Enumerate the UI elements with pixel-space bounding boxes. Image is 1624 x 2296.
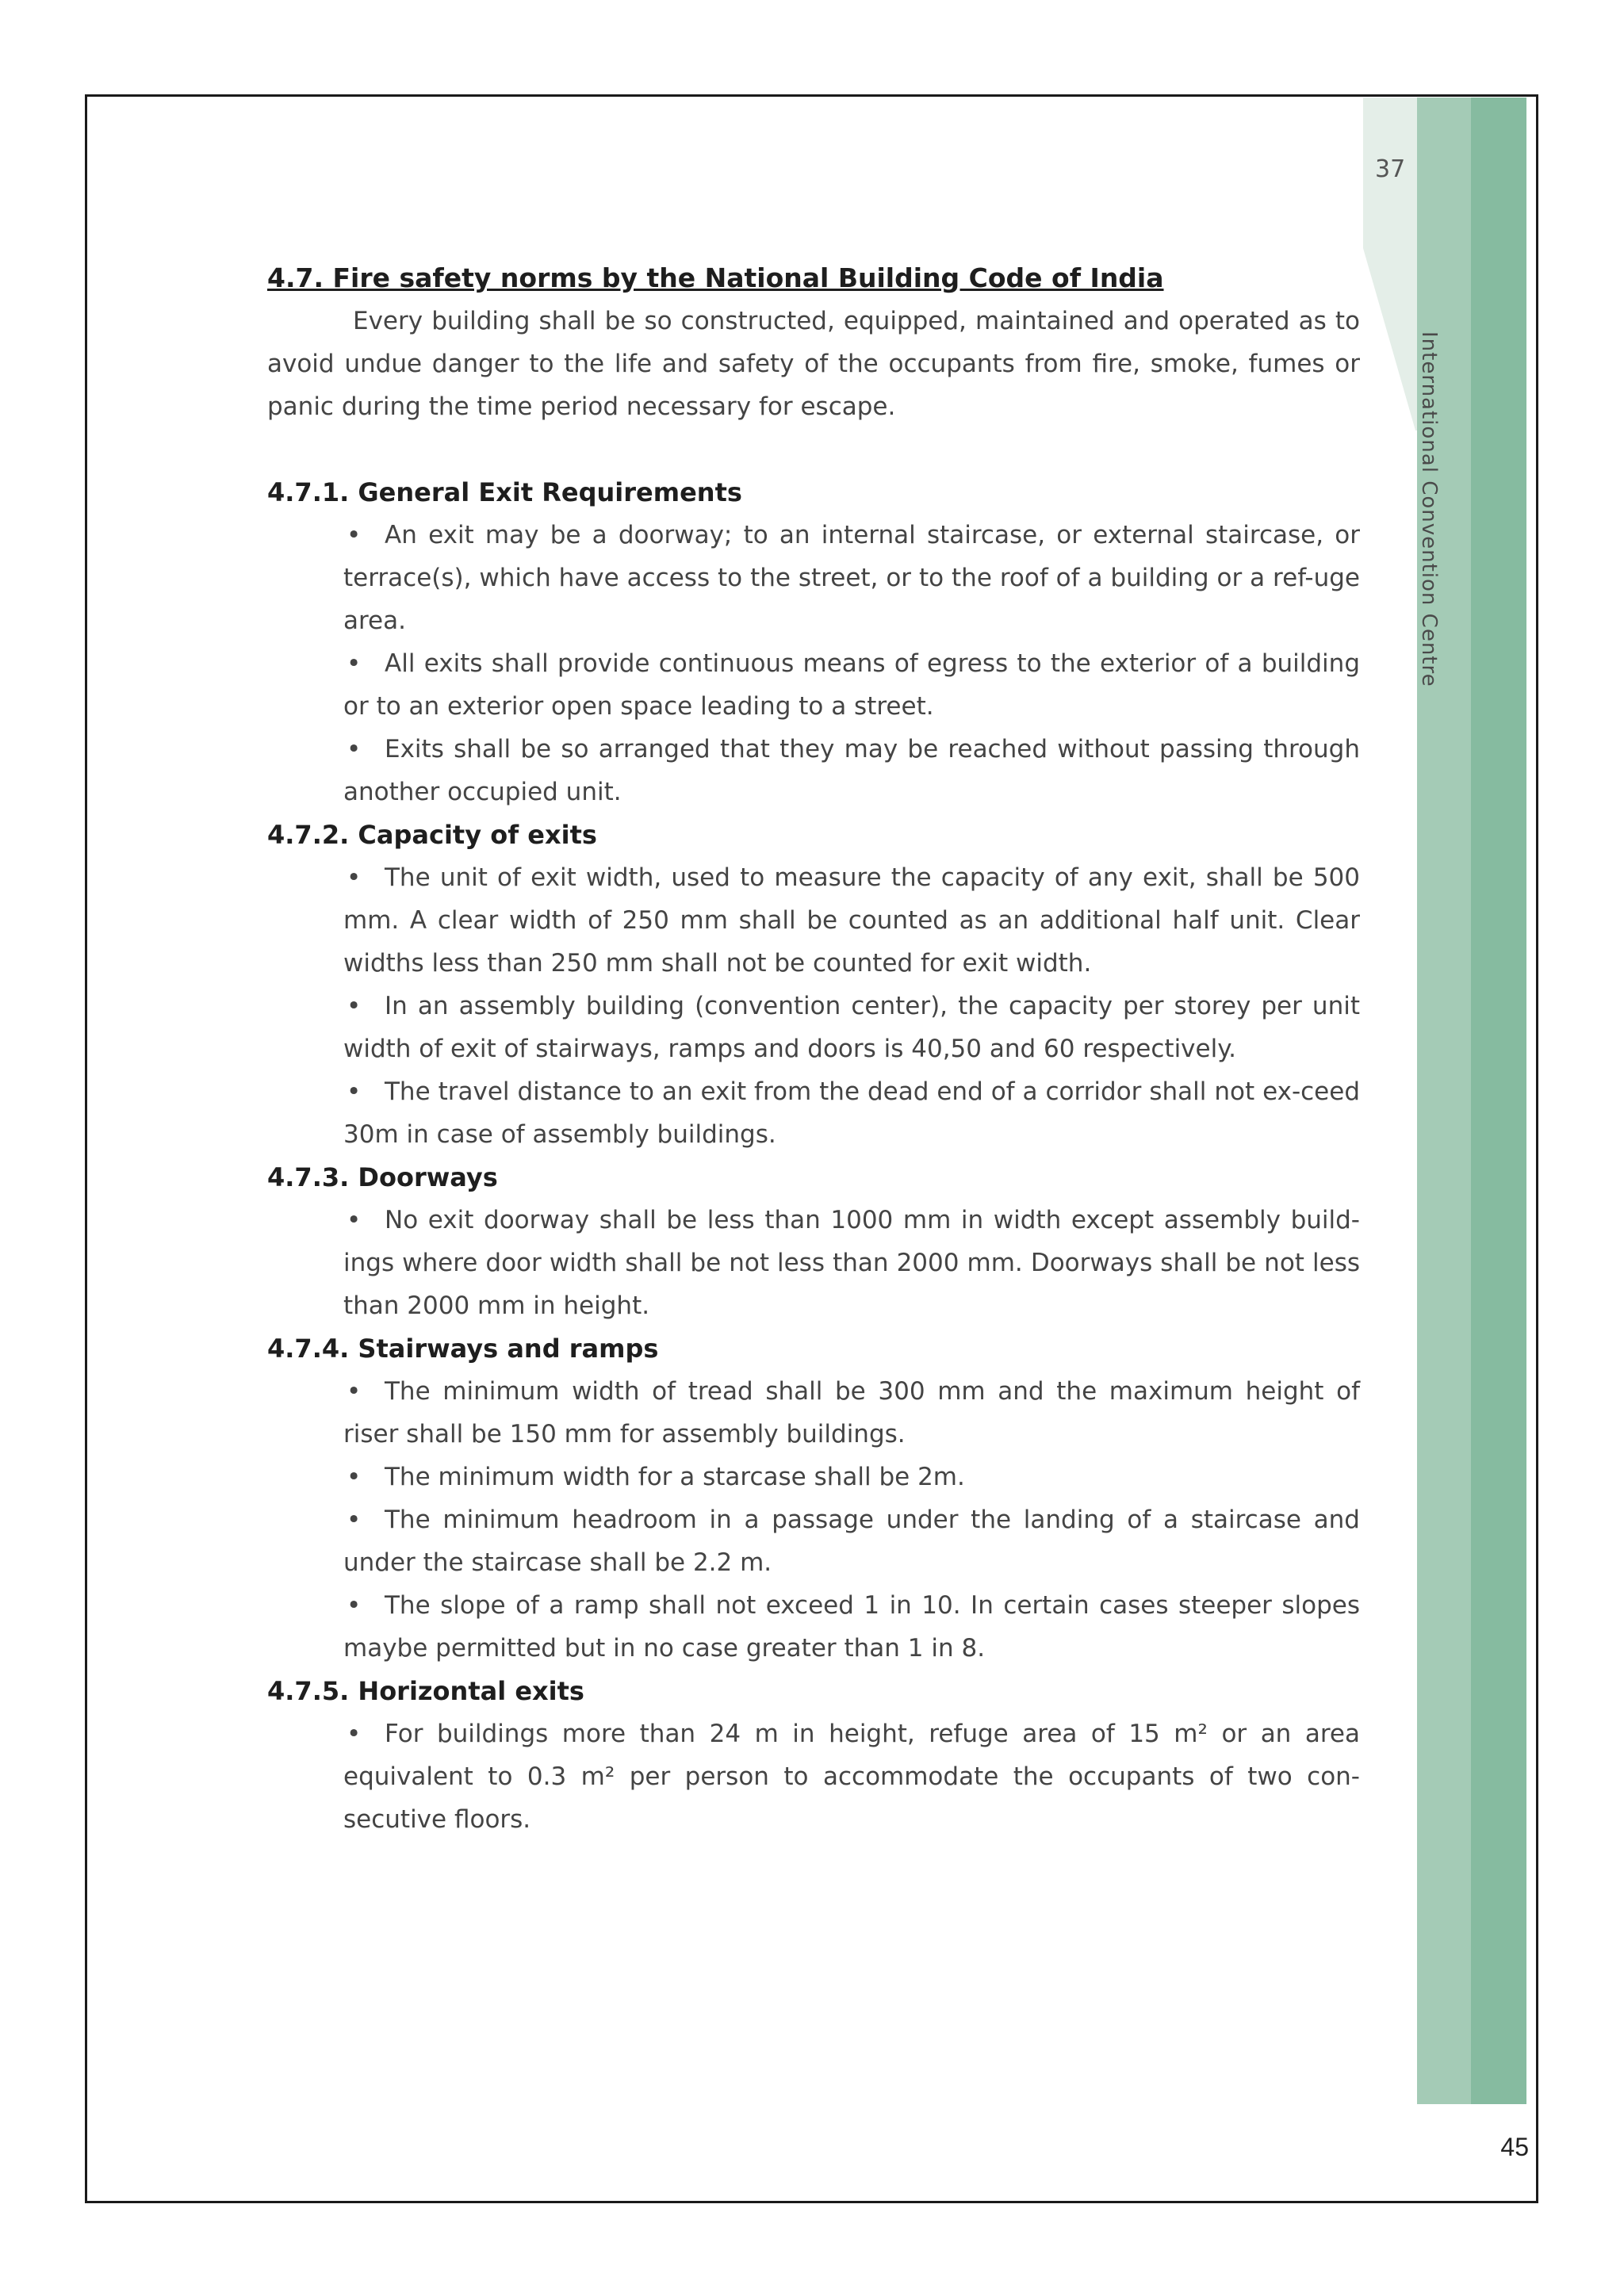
section-title: 4.7. Fire safety norms by the National Building Code of India bbox=[267, 262, 1164, 293]
bullet-item bbox=[343, 856, 1360, 985]
bullet-item bbox=[343, 642, 1360, 728]
bullet-list bbox=[267, 856, 1360, 1156]
bullet-item bbox=[343, 1712, 1360, 1841]
bullet-dot-icon: • bbox=[347, 1591, 362, 1620]
document-body bbox=[267, 257, 1360, 1841]
bullet-item bbox=[343, 1456, 1360, 1498]
bullet-text: The unit of exit width, used to measure the capacity of any exit, shall be 500 mm. A clear width of 250 mm shall be counted as an additional half unit. Clear widths less than 250 mm shall not be counted for exit width. bbox=[343, 863, 1360, 978]
bullet-item bbox=[343, 1070, 1360, 1156]
bullet-dot-icon: • bbox=[347, 1206, 362, 1234]
bullet-text: The minimum headroom in a passage under the landing of a staircase and under the staircase shall be 2.2 m. bbox=[343, 1506, 1360, 1577]
bullet-item bbox=[343, 1199, 1360, 1327]
bullet-dot-icon: • bbox=[347, 992, 362, 1020]
bullet-dot-icon: • bbox=[347, 1077, 362, 1106]
subsection-heading: 4.7.2. Capacity of exits bbox=[267, 820, 597, 850]
bullet-text: All exits shall provide continuous means of egress to the exterior of a building or to an exterior open space leading to a street. bbox=[343, 649, 1360, 721]
bullet-dot-icon: • bbox=[347, 521, 362, 549]
bullet-list bbox=[267, 1370, 1360, 1670]
subsection-heading: 4.7.3. Doorways bbox=[267, 1162, 498, 1192]
bullet-list bbox=[267, 1199, 1360, 1327]
bullet-item bbox=[343, 514, 1360, 642]
side-tab-label: International Convention Centre bbox=[1417, 331, 1441, 687]
bullet-dot-icon: • bbox=[347, 1463, 362, 1491]
pdf-page-number: 45 bbox=[1500, 2133, 1529, 2161]
bullet-text: An exit may be a doorway; to an internal staircase, or external staircase, or terrace(s), which have access to the street, or to the roof of a building or a ref-uge area. bbox=[343, 521, 1360, 635]
bullet-dot-icon: • bbox=[347, 863, 362, 892]
bullet-text: No exit doorway shall be less than 1000 mm in width except assembly build-ings where door width shall be not less than 2000 mm. Doorways shall be not less than 2000 mm in height. bbox=[343, 1206, 1360, 1320]
bullet-text: Exits shall be so arranged that they may be reached without passing through another occupied unit. bbox=[343, 735, 1360, 806]
bullet-list bbox=[267, 514, 1360, 813]
sections-container bbox=[267, 471, 1360, 1841]
subsection-heading: 4.7.4. Stairways and ramps bbox=[267, 1334, 659, 1364]
bullet-dot-icon: • bbox=[347, 1720, 362, 1748]
side-tab-dark bbox=[1471, 98, 1526, 2104]
book-page-number: 37 bbox=[1375, 155, 1406, 183]
bullet-item bbox=[343, 728, 1360, 813]
side-tab-notch bbox=[1363, 98, 1417, 430]
bullet-text: For buildings more than 24 m in height, refuge area of 15 m² or an area equivalent to 0.3 m² per person to accommodate the occupants of two con-secutive floors. bbox=[343, 1720, 1360, 1834]
bullet-item bbox=[343, 1584, 1360, 1670]
bullet-text: The travel distance to an exit from the dead end of a corridor shall not ex-ceed 30m in case of assembly buildings. bbox=[343, 1077, 1360, 1149]
bullet-dot-icon: • bbox=[347, 1506, 362, 1534]
bullet-item bbox=[343, 1370, 1360, 1456]
bullet-dot-icon: • bbox=[347, 649, 362, 678]
subsection-heading: 4.7.5. Horizontal exits bbox=[267, 1676, 584, 1706]
bullet-item bbox=[343, 1498, 1360, 1584]
bullet-dot-icon: • bbox=[347, 1377, 362, 1406]
bullet-text: The minimum width of tread shall be 300 mm and the maximum height of riser shall be 150 mm for assembly buildings. bbox=[343, 1377, 1360, 1448]
intro-paragraph: Every building shall be so constructed, equipped, maintained and operated as to avoid undue danger to the life and safety of the occupants from fire, smoke, fumes or panic during the time period necessary for escape. bbox=[267, 307, 1360, 421]
bullet-text: The slope of a ramp shall not exceed 1 in 10. In certain cases steeper slopes maybe permitted but in no case greater than 1 in 8. bbox=[343, 1591, 1360, 1663]
bullet-text: The minimum width for a starcase shall be 2m. bbox=[385, 1463, 965, 1491]
subsection-heading: 4.7.1. General Exit Requirements bbox=[267, 477, 742, 507]
bullet-text: In an assembly building (convention center), the capacity per storey per unit width of exit of stairways, ramps and doors is 40,50 and 60 respectively. bbox=[343, 992, 1360, 1063]
bullet-dot-icon: • bbox=[347, 735, 362, 763]
bullet-item bbox=[343, 985, 1360, 1070]
bullet-list bbox=[267, 1712, 1360, 1841]
